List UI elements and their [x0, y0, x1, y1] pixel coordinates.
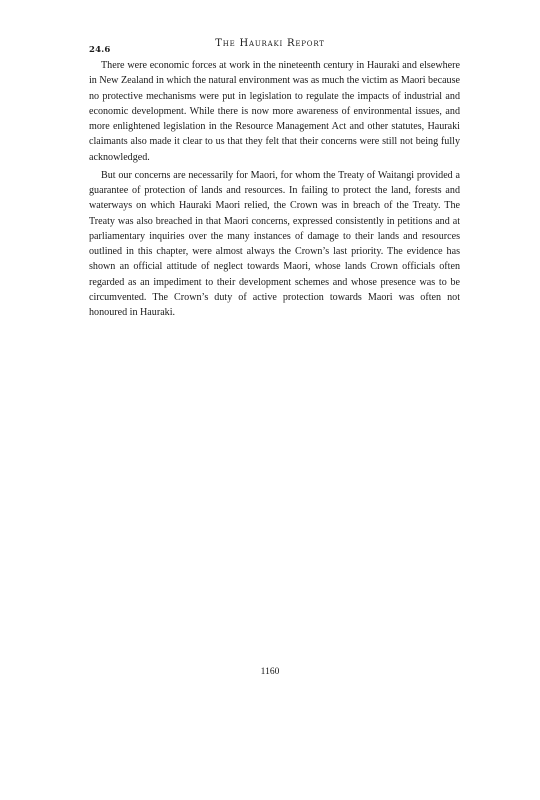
- paragraph: But our concerns are necessarily for Maori, for whom the Treaty of Waitangi provided a guarantee of protection of lands and resources. In failing to protect the land, forests and waterways on which Hauraki Maori relied, the Crown was in breach of the Treaty. The Treaty was also breached in that Maori concerns, expressed consistently in petitions and at parliamentary inquiries over the many instances of damage to their lands and resources outlined in this chapter, were almost always the Crown’s last priority. The evidence has shown an official attitude of neglect towards Maori, whose lands Crown officials often regarded as an impediment to their development schemes and whose presence was to be circumvented. The Crown’s duty of active protection towards Maori was often not honoured in Hauraki.: [89, 169, 460, 318]
- page-number: 1160: [260, 667, 280, 677]
- paragraph: There were economic forces at work in the nineteenth century in Hauraki and elsewhere in New Zealand in which the natural environment was as much the victim as Maori because no protective mechanisms were put in legislation to regulate the impacts of industrial and economic development. While there is now more awareness of environmental issues, and more enlightened legislation in the Resource Management Act and other statutes, Hauraki claimants also made it clear to us that they felt that their concerns were still not being fully acknowledged.: [89, 60, 460, 163]
- body-text: [89, 58, 460, 320]
- running-title: The Hauraki Report: [215, 38, 325, 49]
- section-number: 24.6: [89, 45, 111, 55]
